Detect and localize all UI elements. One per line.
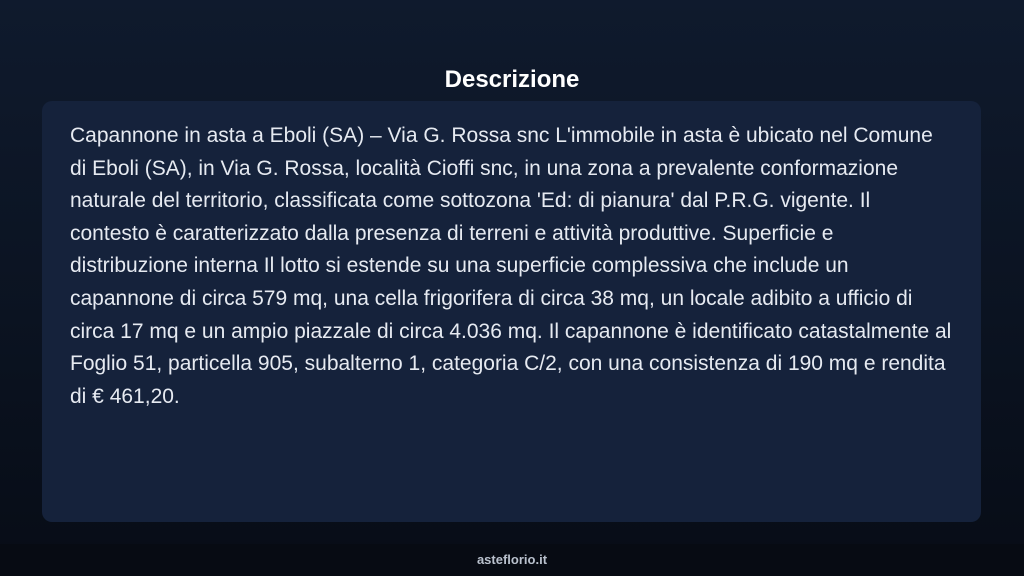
footer	[0, 544, 1024, 576]
description-text: Capannone in asta a Eboli (SA) – Via G. Rossa snc L'immobile in asta è ubicato nel Comune di Eboli (SA), in Via G. Rossa, località Cioffi snc, in una zona a prevalente conformazione naturale del territorio, classificata come sottozona 'Ed: di pianura' dal P.R.G. vigente. Il contesto è caratterizzato dalla presenza di terreni e attività produttive. Superficie e distribuzione interna Il lotto si estende su una superficie complessiva che include un capannone di circa 579 mq, una cella frigorifera di circa 38 mq, un locale adibito a ufficio di circa 17 mq e un ampio piazzale di circa 4.036 mq. Il capannone è identificato catastalmente al Foglio 51, particella 905, subalterno 1, categoria C/2, con una consistenza di 190 mq e rendita di € 461,20.	[70, 124, 952, 408]
description-card	[42, 101, 981, 522]
site-label: asteflorio.it	[476, 552, 548, 567]
page-title: Descrizione	[444, 66, 580, 94]
